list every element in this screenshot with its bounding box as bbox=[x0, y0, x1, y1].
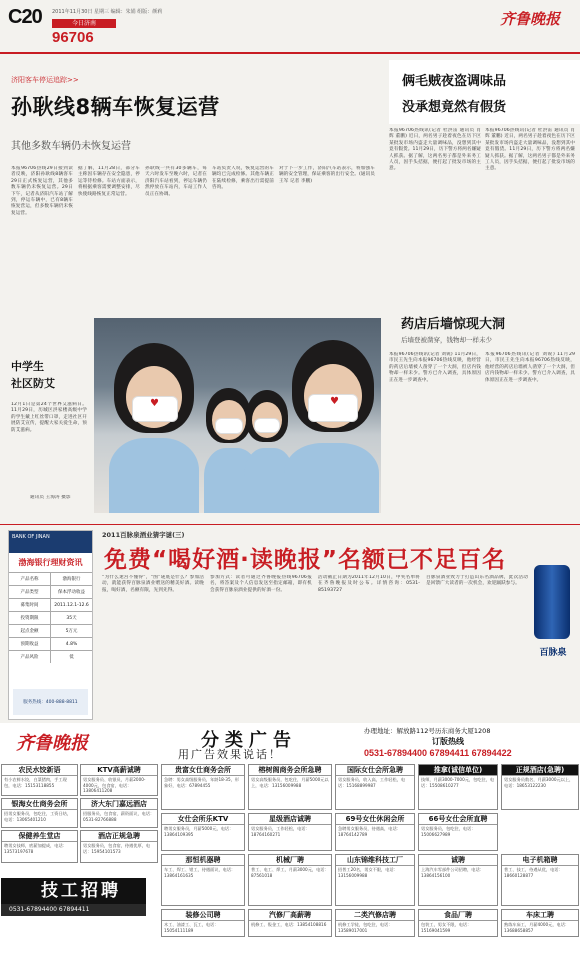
classified-ad-body: 上海汽车零部件公司招聘，电话：13864156100 bbox=[421, 867, 484, 878]
classified-ad-body: 急聘：男女高级服务员，年龄18-35，形象好，电话：67894455 bbox=[164, 777, 239, 788]
lead-body-col3: 孙耿线一共有30多辆车，每天六时发车至晚六时，记者在济阳汽车站看到，停运车辆仍然停放在车站内，车站工作人员正在协调。 bbox=[145, 166, 207, 197]
section-tag: 济阳客车停运追踪>> bbox=[11, 76, 79, 84]
classified-ad bbox=[161, 764, 245, 810]
bank-table-row bbox=[9, 598, 92, 611]
bank-table-row bbox=[9, 624, 92, 637]
bank-title: 渤海银行理财资讯 bbox=[18, 558, 83, 567]
classified-ad-body: 机修工、钣金工，电话：13854108816 bbox=[251, 922, 327, 927]
classified-ad bbox=[418, 764, 498, 810]
classified-header bbox=[0, 723, 580, 763]
puzzle-body-col3: 活动截止日期为2011年12月10日，中奖名单将在齐鲁晚报及时公布。详情咨询：0531-85193727 bbox=[318, 575, 420, 593]
classified-ad-body: 有小农鲜水饺，白菜猪肉，手工现包，电话：15153118855 bbox=[4, 777, 67, 788]
edition-label: 今日济南 bbox=[52, 19, 116, 28]
right-story2-subhead: 后墙登被凿穿，钱物却一样未少 bbox=[401, 336, 492, 344]
classified-section bbox=[0, 723, 580, 975]
classified-ad bbox=[418, 854, 498, 906]
right-story2-headline: 药店后墙惊现大洞 bbox=[401, 317, 506, 332]
bank-ad bbox=[8, 530, 93, 720]
classified-ad bbox=[335, 813, 415, 851]
lead-body-col4: 车站负责人说，恢复运营的车辆均已完成检修。其他车辆正在陆续检修，乘客出行需提前咨询。 bbox=[212, 166, 274, 191]
bank-cell-label: 募集时间 bbox=[9, 599, 51, 611]
classified-ad-title: 66号女仕会所直聘 bbox=[419, 814, 497, 825]
right-story2-body: 本报96706热线讯(记者 刘锐) 11月29日，市民王先生向本报96706热线反映，他经营的药店后墙被人凿穿了一个大洞，但店内钱物却一样未少。警方已介入调查，具体原因正在进一步调查中。 bbox=[389, 352, 481, 383]
classified-ad-title: 星级酒店诚聘 bbox=[249, 814, 331, 825]
classified-ad-body: 招服务员，包食宿，薪资面议，电话：0531-82766888 bbox=[83, 811, 155, 822]
bank-cell-label: 产品名称 bbox=[9, 573, 51, 585]
bank-cell-value: 保本浮动收益 bbox=[58, 590, 85, 595]
classified-ad bbox=[161, 813, 245, 851]
job-banner: 技工招聘 bbox=[1, 878, 146, 904]
page-number: C20 bbox=[8, 6, 42, 28]
classified-ad-title: 山东锦维科技工厂 bbox=[336, 855, 414, 866]
classified-ad bbox=[80, 830, 158, 863]
classified-ad-body: 招男女服务员，包吃住，工资日结，电话：13065401210 bbox=[4, 811, 72, 822]
classified-ad bbox=[335, 854, 415, 906]
classified-ad bbox=[418, 813, 498, 851]
classified-address: 办理地址：解放路112号历东商务大厦1208 bbox=[364, 727, 491, 735]
classified-ad bbox=[248, 854, 332, 906]
lead-headline: 孙耿线8辆车恢复运营 bbox=[11, 95, 220, 119]
classified-ad-body: 男女服务员数名，月薪3000元以上，电话：18653122230 bbox=[504, 777, 574, 788]
lead-body-col2: 据了解，11月28日，部分车主称因车辆存在安全隐患，停运等待检修。车站方面表示，将根据乘客需要调整安排，尽快使线路恢复正常运营。 bbox=[78, 166, 140, 197]
classified-ad bbox=[248, 909, 332, 937]
classified-ad bbox=[501, 764, 579, 810]
bank-table-row bbox=[9, 637, 92, 650]
classified-ad-body: 男女服务员，包食宿，待遇优厚，电话：15954101573 bbox=[83, 843, 151, 854]
classified-ad-body: 技师，月薪3000-7000元，包吃住，电话：15508610277 bbox=[421, 777, 495, 788]
right-story1-subhead: 没承想竟然有假货 bbox=[402, 100, 507, 115]
classified-ad-body: 男女高级服务员，包吃住，月薪5000元以上，电话：13156009988 bbox=[251, 777, 329, 788]
classified-ad-title: 酒店正规急聘 bbox=[81, 831, 157, 842]
edition-code: 96706 bbox=[52, 29, 94, 46]
bank-table bbox=[9, 572, 92, 663]
classified-ad-body: 聘男女技师，底薪加提成，电话：13573197678 bbox=[4, 843, 67, 854]
photo-caption-title-2: 社区防艾 bbox=[11, 377, 55, 390]
classified-title: 分类广告 bbox=[201, 730, 297, 751]
puzzle-article bbox=[102, 530, 580, 720]
page-header bbox=[0, 0, 580, 52]
right-story1-body: 本报96706热线讯(记者 杜洪雷 通讯员 肖辉 董鹏) 近日，两名男子趁着夜色在历下区某批发市场内盗走大量调味品，没想到其中竟有假货。11月29日，历下警方将两名嫌疑人抓获。据了解，这两名男子都是外来务工人员，因手头拮据，便打起了批发市场的主意。 bbox=[389, 128, 481, 172]
bank-cell-label: 起点金额 bbox=[9, 625, 51, 637]
bank-footer: 服务热线：400-888-8811 bbox=[13, 689, 88, 715]
classified-ad bbox=[1, 798, 78, 828]
classified-ad-title: 二类汽修店聘 bbox=[336, 910, 414, 921]
classified-ad-title: 那恒机器聘 bbox=[162, 855, 244, 866]
classified-ad bbox=[335, 764, 415, 810]
classified-ad-title: 贵富女仕商务会所 bbox=[162, 765, 244, 776]
bank-cell-value: 低 bbox=[69, 655, 74, 660]
classified-ad-body: 普工、电工、焊工，月薪3000元，电话：87561018 bbox=[251, 867, 329, 878]
classified-ad-body: 男女服务员，收入高，工作轻松，电话：15168899987 bbox=[338, 777, 406, 788]
classified-logo: 齐鲁晚报 bbox=[16, 733, 88, 754]
bank-table-row bbox=[9, 611, 92, 624]
classified-ad-title: 电子机箱聘 bbox=[502, 855, 578, 866]
classified-hotline-label: 订版热线 bbox=[432, 737, 464, 746]
puzzle-body-col1: “为什么迷宫不懂得”，“图”谜底是什么？参加活动，就能获得百脉泉酒业赠送的精美好酒。读晚报，喝好酒，名额有限，先到先得。 bbox=[102, 575, 204, 593]
classified-ad-body: 包装工，男女不限，电话：15169041599 bbox=[421, 922, 472, 933]
bank-table-row bbox=[9, 572, 92, 585]
classified-ad-title: 银海女仕商务会所 bbox=[2, 799, 77, 810]
classified-ad-body: 男女服务员，包吃住，电话：15006627989 bbox=[421, 826, 476, 837]
classified-ad-body: 木工、油漆工、瓦工，电话：15054111189 bbox=[164, 922, 219, 933]
puzzle-body-col4: 百脉泉酒业致力于打造山东名酒品牌，此次活动是回馈广大读者的一次机会，欢迎踊跃参与。 bbox=[426, 575, 528, 587]
liquor-bottle-image bbox=[534, 565, 570, 639]
right-story1-body-col2: 本报96706热线讯(记者 杜洪雷 通讯员 肖辉 董鹏) 近日，两名男子趁着夜色在历下区某批发市场内盗走大量调味品，没想到其中竟有假货。11月29日，历下警方将两名嫌疑人抓获。据了解，这两名男子都是外来务工人员，因手头拮据，便打起了批发市场的主意。 bbox=[485, 128, 575, 172]
bank-cell-value: 4.8% bbox=[65, 642, 78, 647]
classified-ad-title: 国际女仕会所急聘 bbox=[336, 765, 414, 776]
classified-ad-body: 聘男女服务员，月薪5000元，电话：13864109395 bbox=[164, 826, 234, 837]
classified-ad-title: 农民水饺新语 bbox=[2, 765, 77, 776]
classified-ad-title: 汽修厂高薪聘 bbox=[249, 910, 331, 921]
classified-ad-title: KTV高薪诚聘 bbox=[81, 765, 157, 776]
newspaper-logo: 齐鲁晚报 bbox=[500, 10, 561, 28]
lead-body-col5: 对于下一步工作，济阳汽车站表示，将加强车辆的安全管理，保证乘客的出行安全。(通讯员 王军 记者 李鹏) bbox=[279, 166, 375, 184]
classified-phones: 0531-67894400 67894411 67894422 bbox=[364, 748, 512, 758]
classified-ad-title: 装修公司聘 bbox=[162, 910, 244, 921]
bank-cell-label: 产品类型 bbox=[9, 586, 51, 598]
classified-ad bbox=[501, 854, 579, 906]
classified-ad-body: 熟练车床工，月薪4000元，电话：13688658857 bbox=[504, 922, 570, 933]
classified-ad-title: 机械厂聘 bbox=[249, 855, 331, 866]
issue-meta: 2011年11月30日 星期三 编辑：朱娟 组版：颜莉 bbox=[52, 9, 163, 15]
classified-slogan: 用广告效果说话！ bbox=[178, 748, 282, 761]
news-photo: ♥ ♥ bbox=[94, 318, 381, 513]
classified-ad-title: 车床工聘 bbox=[502, 910, 578, 921]
classified-ad-body: 普工、技工，待遇从优，电话：18660128877 bbox=[504, 867, 563, 878]
classified-ad-body: 急聘男女服务员，待遇高，电话：18764142789 bbox=[338, 826, 401, 837]
classified-ad bbox=[161, 854, 245, 906]
bank-table-row bbox=[9, 585, 92, 598]
classified-ad bbox=[161, 909, 245, 937]
bank-cell-value: 5万元 bbox=[65, 629, 78, 634]
classified-ad bbox=[80, 798, 158, 828]
classified-ad-title: 诚聘 bbox=[419, 855, 497, 866]
classified-ad-title: 正规酒店(急聘) bbox=[502, 765, 578, 776]
right-story1-headline: 俩毛贼夜盗调味品 bbox=[402, 74, 507, 89]
classified-ad bbox=[1, 764, 78, 796]
classified-ad-title: 保健养生堂店 bbox=[2, 831, 77, 842]
classified-ad-title: 女仕会所乐KTV bbox=[162, 814, 244, 825]
bank-cell-value: 2011.12.1-12.6 bbox=[54, 603, 89, 608]
header-rule bbox=[0, 52, 580, 54]
section-divider bbox=[0, 524, 580, 525]
classified-ad bbox=[248, 813, 332, 851]
classified-ad-body: 男女服务员、收银员，月薪2000-4000元，包食宿，电话：13806411208 bbox=[83, 777, 146, 794]
puzzle-headline: 免费“喝好酒·读晚报”名额已不足百名 bbox=[104, 547, 506, 573]
photo-credit: 通讯员 王海涛 摄影 bbox=[30, 495, 71, 500]
classified-ad bbox=[501, 909, 579, 937]
right-story2-body-col2: 本报96706热线讯(记者 刘锐) 11月29日，市民王先生向本报96706热线反映，他经营的药店后墙被人凿穿了一个大洞，但店内钱物却一样未少。警方已介入调查，具体原因正在进一步调查中。 bbox=[485, 352, 575, 383]
photo-caption-title-1: 中学生 bbox=[11, 360, 44, 373]
classified-ad-body: 招普工20名，男女不限，电话：13156009988 bbox=[338, 867, 398, 878]
bank-table-row bbox=[9, 650, 92, 663]
puzzle-series: 2011百脉泉酒业猜字谜(三) bbox=[102, 531, 185, 539]
bank-cell-value: 35天 bbox=[66, 616, 77, 621]
classified-ad-body: 车工、焊工、钳工，待遇面议，电话：13864161635 bbox=[164, 867, 236, 878]
classified-ad-title: 食品厂聘 bbox=[419, 910, 497, 921]
classified-ad-body: 男女服务员，工作轻松，电话：18764160271 bbox=[251, 826, 310, 837]
bank-cell-label: 产品风险 bbox=[9, 651, 51, 663]
lead-body-col1: 本报96706热线29日接到读者反映，济阳孙耿线8辆客车29日正式恢复运营，其他多数车辆仍未恢复运营。29日下午，记者从济阳汽车站了解到，停运车辆中，已有8辆车恢复营运，但多数车辆仍未恢复运营。 bbox=[11, 166, 73, 216]
classified-ad-title: 69号女仕休闲会所 bbox=[336, 814, 414, 825]
puzzle-body-col2: 参加方式：读者可通过齐鲁晚报热线96706报名，将答案及个人信息发送至指定邮箱，即有机会获得百脉泉酒业提供的好酒一份。 bbox=[210, 575, 312, 593]
classified-ad-title: 榕树阁商务会所急聘 bbox=[249, 765, 331, 776]
job-phone: 0531-67894400 67894411 bbox=[1, 904, 146, 916]
bank-cell-value: 渤海银行 bbox=[62, 577, 81, 582]
classified-ad bbox=[248, 764, 332, 810]
classified-ad bbox=[335, 909, 415, 937]
bank-cell-label: 投资期限 bbox=[9, 612, 51, 624]
lead-subhead: 其他多数车辆仍未恢复运营 bbox=[11, 141, 131, 152]
liquor-brand: 百脉泉 bbox=[539, 648, 567, 658]
bank-brand: BANK OF JINAN bbox=[9, 531, 92, 553]
classified-ad bbox=[1, 830, 78, 863]
classified-ad bbox=[418, 909, 498, 937]
bank-cell-label: 预期收益 bbox=[9, 638, 51, 650]
classified-ad bbox=[80, 764, 158, 796]
classified-ad-body: 机修工学徒，包吃住，电话：13589017001 bbox=[338, 922, 393, 933]
photo-caption-body: 12月1日是第24个世界艾滋病日。11月29日，历城区洪家楼高级中学的学生戴上红丝带口罩，走进社区开展防艾宣传，提醒大家关爱生命，预防艾滋病。 bbox=[11, 402, 87, 433]
classified-ad-title: 推拿(诚信单位) bbox=[419, 765, 497, 776]
classified-ad-title: 济大东门嘉远酒店 bbox=[81, 799, 157, 810]
